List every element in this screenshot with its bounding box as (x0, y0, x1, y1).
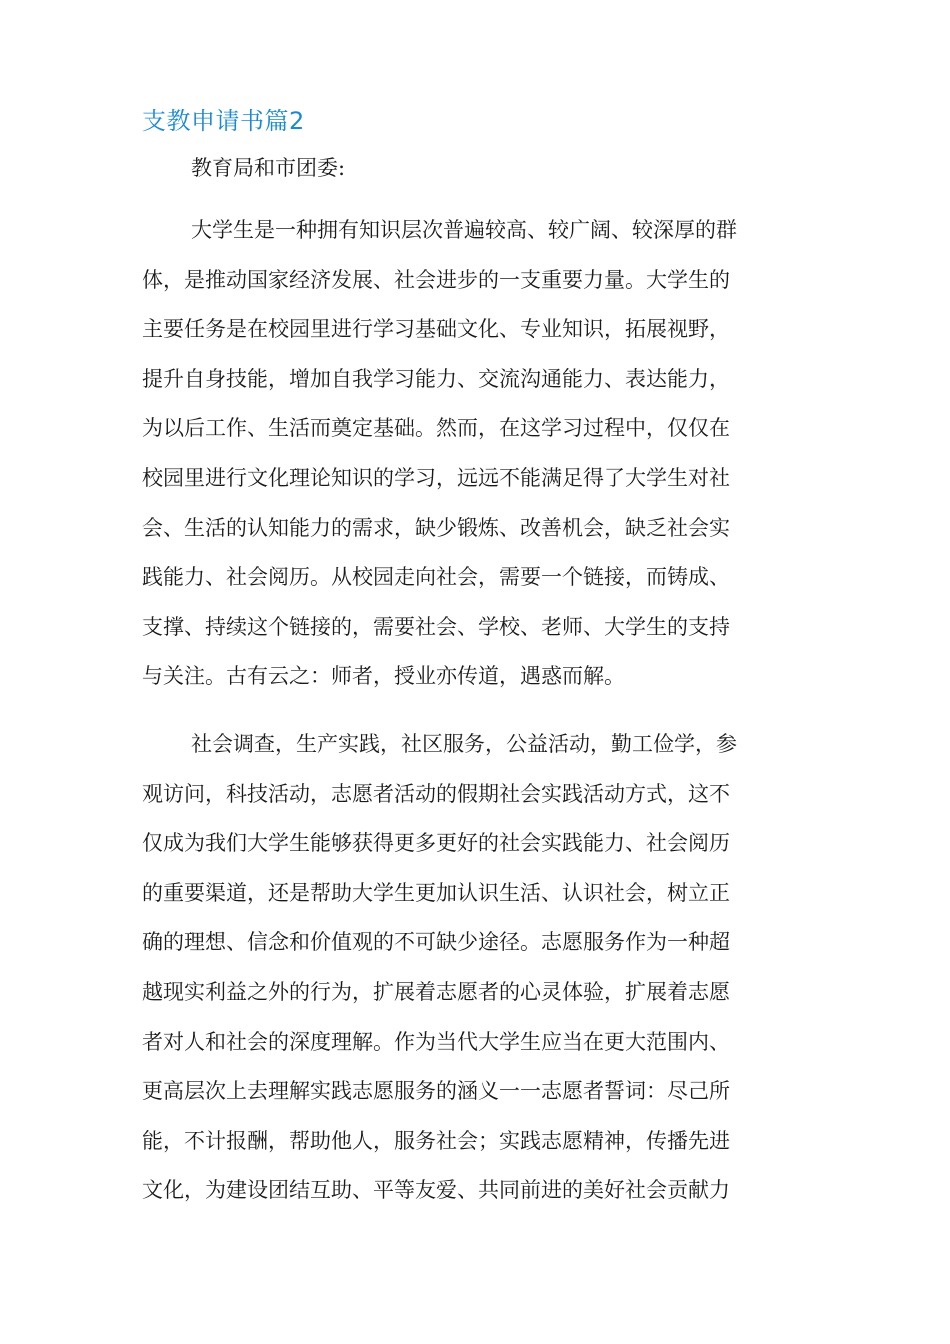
paragraph-line: 支撑、持续这个链接的，需要社会、学校、老师、大学生的支持 (142, 614, 730, 639)
salutation: 教育局和市团委: (191, 156, 346, 180)
section-heading: 支教申请书篇2 (142, 107, 305, 135)
paragraph-line: 确的理想、信念和价值观的不可缺少途径。志愿服务作为一种超 (142, 930, 730, 955)
paragraph-line: 主要任务是在校园里进行学习基础文化、专业知识，拓展视野， (142, 317, 730, 342)
paragraph-line: 社会调查，生产实践，社区服务，公益活动，勤工俭学，参 (191, 732, 737, 756)
body-paragraph-2 (142, 720, 812, 1216)
paragraph-line: 提升自身技能，增加自我学习能力、交流沟通能力、表达能力， (142, 366, 730, 391)
paragraph-line: 践能力、社会阅历。从校园走向社会，需要一个链接，而铸成、 (142, 565, 730, 590)
paragraph-line: 的重要渠道，还是帮助大学生更加认识生活、认识社会，树立正 (142, 880, 730, 905)
paragraph-line: 校园里进行文化理论知识的学习，远远不能满足得了大学生对社 (142, 465, 730, 490)
paragraph-line: 文化，为建设团结互助、平等友爱、共同前进的美好社会贡献力 (142, 1178, 730, 1203)
paragraph-line: 仅成为我们大学生能够获得更多更好的社会实践能力、社会阅历 (142, 831, 730, 856)
paragraph-line: 与关注。古有云之：师者，授业亦传道，遇惑而解。 (142, 664, 625, 689)
paragraph-line: 会、生活的认知能力的需求，缺少锻炼、改善机会，缺乏社会实 (142, 515, 730, 540)
paragraph-line: 者对人和社会的深度理解。作为当代大学生应当在更大范围内、 (142, 1029, 730, 1054)
paragraph-line: 更高层次上去理解实践志愿服务的涵义一一志愿者誓词：尽己所 (142, 1079, 730, 1104)
paragraph-line: 能，不计报酬，帮助他人，服务社会；实践志愿精神，传播先进 (142, 1128, 730, 1153)
paragraph-line: 体，是推动国家经济发展、社会进步的一支重要力量。大学生的 (142, 267, 730, 292)
paragraph-line: 观访问，科技活动，志愿者活动的假期社会实践活动方式，这不 (142, 781, 730, 806)
paragraph-line: 为以后工作、生活而奠定基础。然而，在这学习过程中，仅仅在 (142, 416, 730, 441)
paragraph-line: 越现实利益之外的行为，扩展着志愿者的心灵体验，扩展着志愿 (142, 979, 730, 1004)
paragraph-line: 大学生是一种拥有知识层次普遍较高、较广阔、较深厚的群 (191, 218, 737, 242)
body-paragraph-1 (142, 206, 812, 702)
